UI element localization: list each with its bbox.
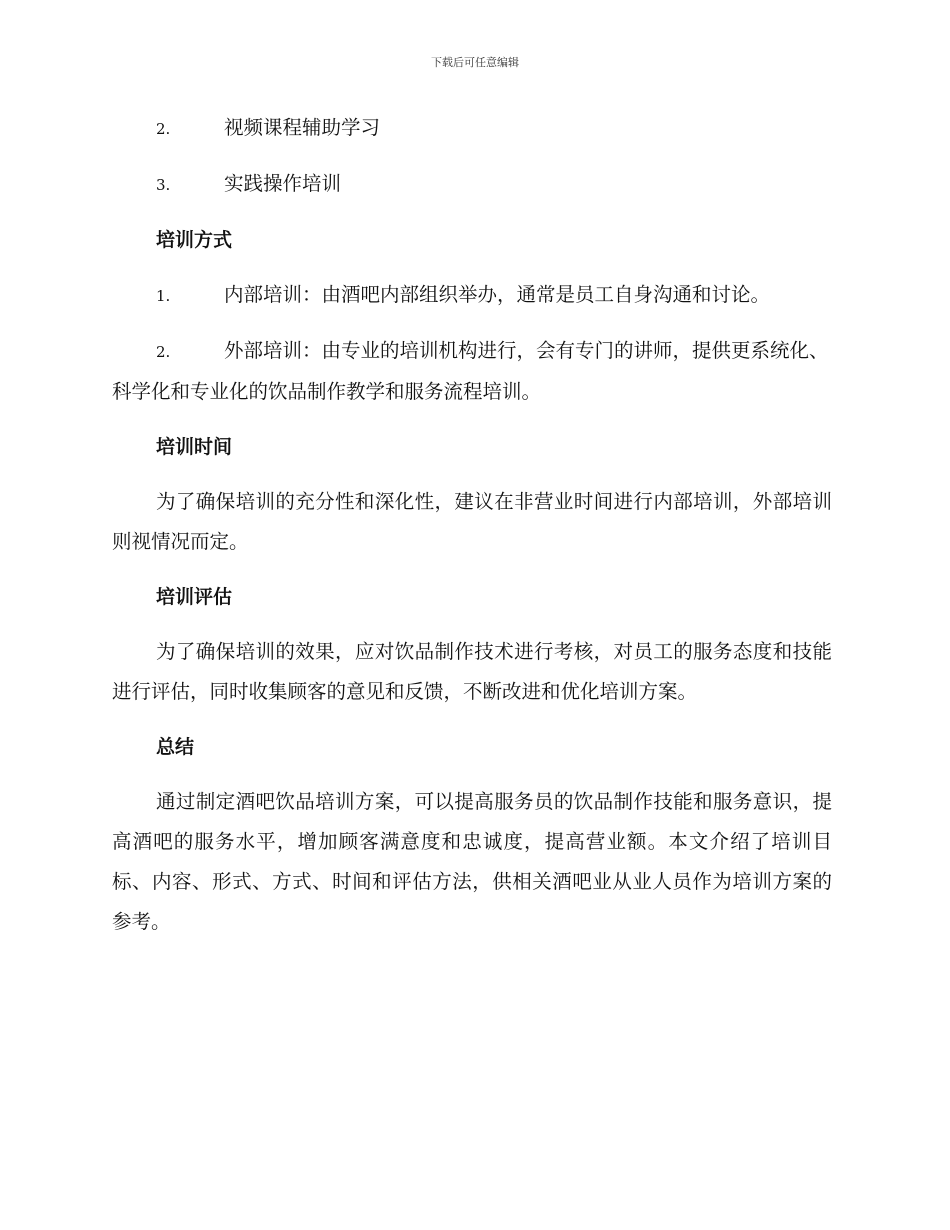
list-number: 2.	[156, 343, 171, 361]
list-item	[112, 275, 832, 316]
page-header: 下载后可任意编辑	[431, 56, 519, 69]
list-number: 2.	[156, 120, 171, 138]
section-heading-time: 培训时间	[156, 436, 233, 458]
paragraph-summary: 通过制定酒吧饮品培训方案，可以提高服务员的饮品制作技能和服务意识，提高酒吧的服务水平，增加顾客满意度和忠诚度，提高营业额。本文介绍了培训目标、内容、形式、方式、时间和评估方法，供相关酒吧业从业人员作为培训方案的参考。	[112, 790, 832, 933]
list-text: 视频课程辅助学习	[224, 116, 381, 139]
section-heading-method: 培训方式	[156, 229, 233, 251]
section-heading-evaluation: 培训评估	[156, 586, 233, 608]
list-number: 1.	[156, 287, 171, 305]
paragraph-evaluation: 为了确保培训的效果，应对饮品制作技术进行考核，对员工的服务态度和技能进行评估，同时收集顾客的意见和反馈，不断改进和优化培训方案。	[112, 640, 832, 703]
section-heading-summary: 总结	[156, 736, 195, 758]
list-item	[112, 331, 832, 412]
list-item	[112, 108, 832, 149]
list-item	[112, 164, 832, 205]
list-text: 外部培训：由专业的培训机构进行，会有专门的讲师，提供更系统化、科学化和专业化的饮品制作教学和服务流程培训。	[112, 339, 829, 403]
list-number: 3.	[156, 176, 171, 194]
paragraph-time: 为了确保培训的充分性和深化性，建议在非营业时间进行内部培训，外部培训则视情况而定。	[112, 490, 832, 553]
document-body	[112, 108, 832, 957]
list-text: 内部培训：由酒吧内部组织举办，通常是员工自身沟通和讨论。	[224, 283, 771, 306]
list-text: 实践操作培训	[224, 172, 342, 195]
